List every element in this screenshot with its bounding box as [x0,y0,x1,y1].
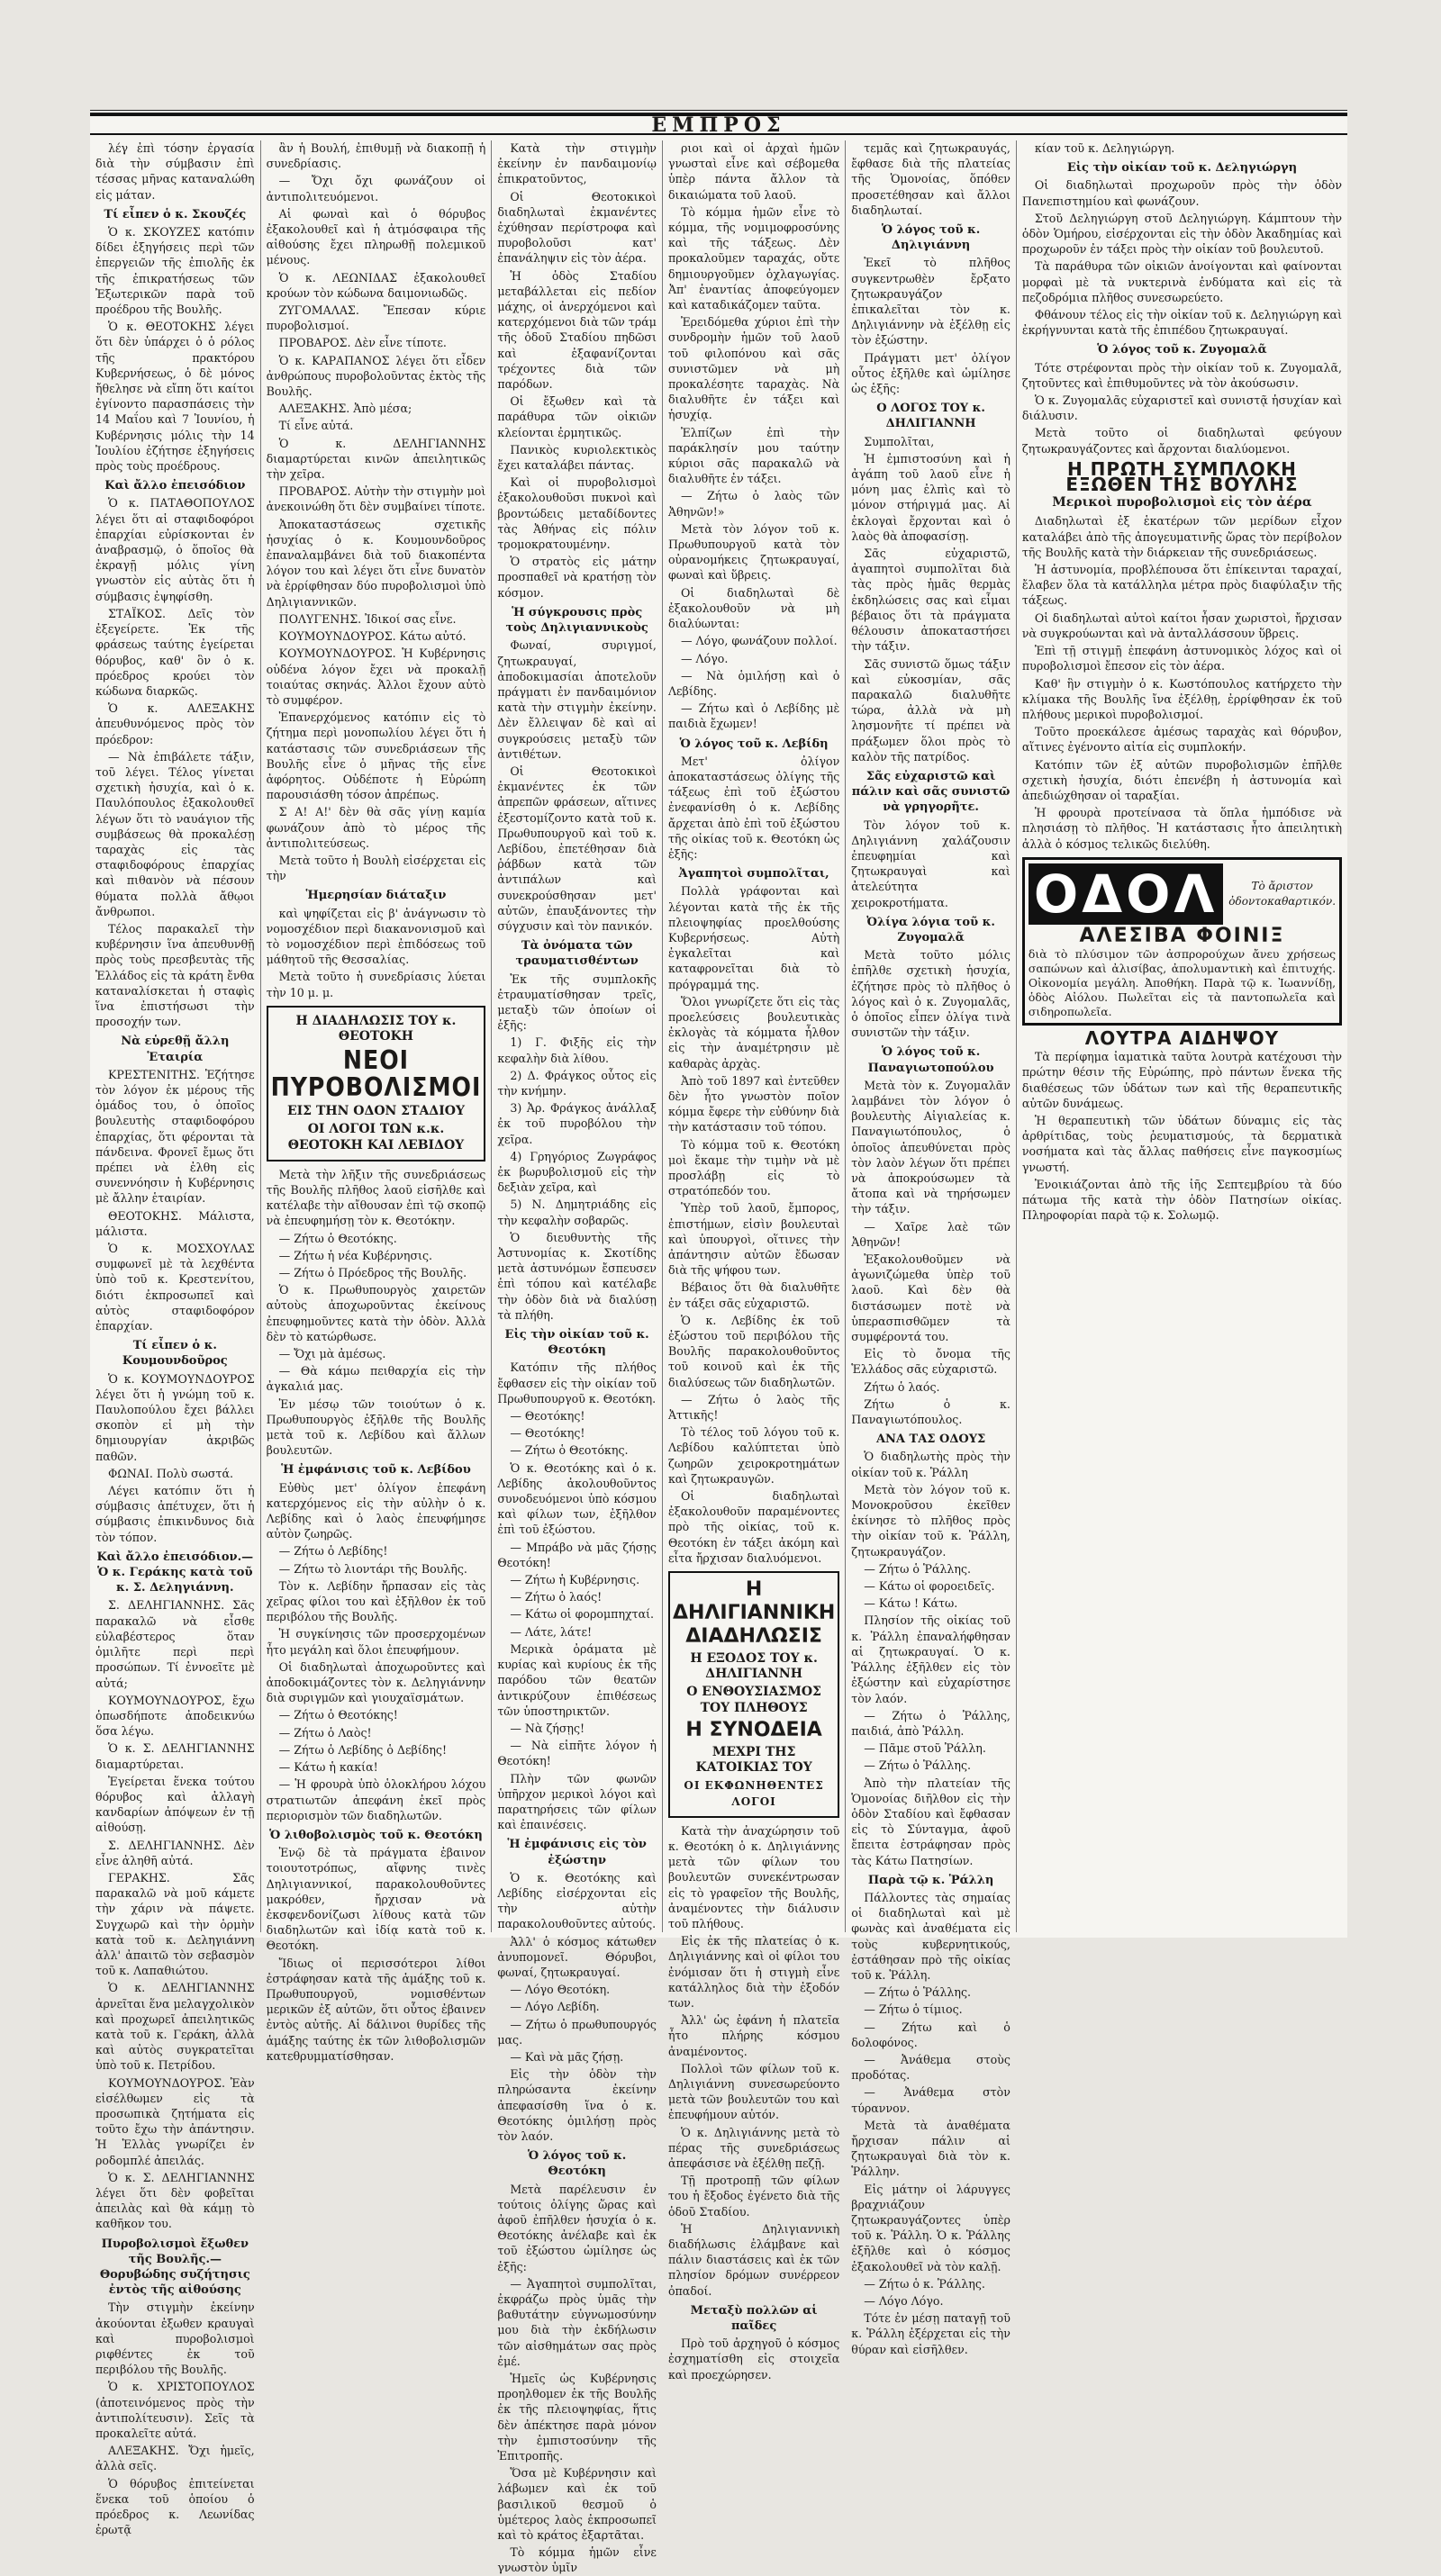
paragraph: Κατὰ τὴν στιγμὴν ἐκείνην ἐν πανδαιμονίῳ ἐπικρατοῦντος, [497,141,657,186]
paragraph: Ὁ κ. Ζυγομαλᾶς εὐχαριστεῖ καὶ συνιστᾷ ἡσυχίαν καὶ διάλυσιν. [1021,393,1343,423]
column-5 [851,140,1017,2356]
paragraph: λέγ ἐπὶ τόσην ἐργασία διὰ τὴν σύμβασιν ἐπὶ τέσσας μῆνας καταναλώθη εἰς μάταν. [95,141,255,202]
paragraph: Ὁ κ. ΠΑΤΑΘΟΠΟΥΛΟΣ λέγει ὅτι αἱ σταφιδοφόροι ἐπαρχίαι εὐρίσκονται ἐν ἀναβρασμῷ, ὁ ὅποῖος θὰ ἐκραγῇ μόλις γίνη γνωστὸν εἰς αὐτὰς ὅτι ἡ σύμβασις ἐψηφίσθη. [95,496,255,603]
paragraph: Ἀπὸ τοῦ 1897 καὶ ἐντεῦθεν δὲν ἦτο γνωστὸν ποῖον κόμμα ἔφερε τὴν εὐθύνην διὰ τὴν κατάστασιν τοῦ τόπου. [667,1073,840,1134]
paragraph: Εἰς τὴν ὁδὸν τὴν πληρώσαντα ἐκείνην ἀπεφασίσθη ἵνα ὁ κ. Θεοτόκης ὁμιλήσῃ πρὸς τὸν λαόν. [497,2067,657,2143]
paragraph: — Ζήτω ὁ Θεοτόκης. [510,1443,629,1458]
ad-logo: ΟΔΟΛ [1029,863,1223,925]
section-headline: Η ΠΡΩΤΗ ΣΥΜΠΛΟΚΗ ΕΞΩΘΕΝ ΤΗΣ ΒΟΥΛΗΣ [1065,457,1299,496]
paragraph: Εἰς μάτην οἱ λάρυγγες βραχνιάζουν ζητωκραυγάζοντες ὑπὲρ τοῦ κ. Ῥάλλη. Ὁ κ. Ῥάλλης ἐξῆλθε καὶ ὁ κόσμος ἐξακολουθεῖ νὰ τὸν καλῇ. [851,2182,1011,2273]
subheading: Ἀγαπητοὶ συμπολῖται, [678,867,829,881]
paragraph: — Ζήτω ὁ Λεβίδης! [278,1544,388,1559]
paragraph: — Κάτω οἱ φορομπηχταί. [510,1607,655,1622]
paragraph: — Ζήτω ὁ Λεβίδης ὁ Δεβίδης! [278,1742,448,1757]
paragraph: — Λάτε, λάτε! [510,1624,593,1639]
subheading: Ἡμερησίαν διάταξιν [305,889,447,903]
paragraph: Ὁ θόρυβος ἐπιτείνεται ἕνεκα τοῦ ὁποίου ὁ πρόεδρος κ. Λεωνίδας ἐρωτᾷ [95,2476,255,2537]
paragraph: Ἐκ τῆς συμπλοκῆς ἐτραυματίσθησαν τρεῖς, μεταξὺ τῶν ὁποίων οἱ ἑξῆς: [497,972,657,1033]
paragraph: Μετὰ τοῦτο ἡ συνεδρίασις λύεται τὴν 10 μ. μ. [266,970,486,999]
paragraph: Αἱ φωναὶ καὶ ὁ θόρυβος ἐξακολουθεῖ καὶ ἡ ἀτμόσφαιρα τῆς αἰθούσης ἔχει πληρωθῇ πολεμικοῦ μένους. [266,206,486,267]
paragraph: Σ. ΔΕΛΗΓΙΑΝΝΗΣ. Σᾶς παρακαλῶ νὰ εἶσθε εὐλαβέστερος ὅταν ὁμιλῆτε περὶ περὶ προσώπων. Τί ἐννοεῖτε μὲ αὐτά; [95,1598,255,1690]
paragraph: Τὸ τέλος τοῦ λόγου τοῦ κ. Λεβίδου καλύπτεται ὑπὸ ζωηρῶν χειροκροτημάτων καὶ ζητωκραυγῶν. [667,1425,840,1486]
paragraph: — Ζήτω ἡ νέα Κυβέρνησις. [278,1248,433,1262]
subheading: Καὶ ἄλλο ἐπεισόδιον [104,479,246,493]
paragraph: — Κάτω ! Κάτω. [864,1596,958,1611]
paragraph: — Ζήτω τὸ λιοντάρι τῆς Βουλῆς. [278,1561,467,1576]
paragraph: Ὁ κ. ΧΡΙΣΤΟΠΟΥΛΟΣ (ἀποτεινόμενος πρὸς τὴν ἀντιπολίτευσιν). Σεῖς τὰ προκαλεῖτε αὐτά. [95,2380,255,2441]
paragraph: Μετ' ὀλίγον ἀποκαταστάσεως ὀλίγης τῆς τάξεως ἐπὶ τοῦ ἐξώστου ἐνεφανίσθη ὁ κ. Λεβίδης ἄρχεται ἀπὸ ἐπὶ τοῦ ἐξώστου τῆς οἰκίας τοῦ κ. Θεοτόκη ὡς ἑξῆς: [667,754,840,861]
paragraph: — Ζήτω ὁ πρωθυπουργός μας. [497,2017,657,2047]
paragraph: Στοῦ Δεληγιώργη στοῦ Δεληγιώργη. Κάμπτουν τὴν ὁδὸν Ὁμήρου, εἰσέρχονται εἰς τὴν ὁδὸν Ἀκαδημίας καὶ προχωροῦν ἐν τάξει πρὸς τὴν οἰκίαν τοῦ βουλευτοῦ. [1021,211,1343,257]
headline-line: ΟΙ ΛΟΓΟΙ ΤΩΝ κ.κ. ΘΕΟΤΟΚΗ ΚΑΙ ΛΕΒΙΔΟΥ [287,1122,465,1152]
paragraph: Ἐρειδόμεθα χύριοι ἐπὶ τὴν συνδρομὴν ἡμῶν τοῦ λαοῦ τοῦ φιλοπόνου καὶ σᾶς συνιστῶμεν νὰ μὴ προκαλέσητε ταραχὰς. Νὰ διαλυθῆτε ἐν τάξει καὶ ἡσυχίᾳ. [667,315,840,422]
paragraph: 4) Γρηγόριος Ζωγράφος ἐκ βωρυβολισμοῦ εἰς τὴν δεξιὰν χεῖρα, καὶ [497,1149,657,1195]
paragraph: ΣΤΑΪΚΟΣ. Δεῖς τὸν ἐξεγείρετε. Ἐκ τῆς φράσεως ταύτης ἐγείρεται θόρυβος, καθ' ὃν ὁ κ. πρόεδρος κρούει τὸν κώδωνα διαρκῶς. [95,606,255,698]
paragraph: Σ. ΔΕΛΗΓΙΑΝΝΗΣ. Δὲν εἶνε ἀληθῆ αὐτά. [95,1838,255,1867]
paragraph: — Ζήτω ὁ Θεοτόκης! [278,1708,398,1722]
paragraph: Τῇ προτροπῇ τῶν φίλων του ἡ ἔξοδος ἐγένετο διὰ τῆς ὁδοῦ Σταδίου. [667,2174,840,2219]
paragraph: Ὑπὲρ τοῦ λαοῦ, ἔμπορος, ἐπιστήμων, εἰσὶν βουλευταὶ καὶ ὑπουργοὶ, οἵτινες τὴν ἀπάντησιν αὐτῶν ἔδωσαν διὰ τῆς ψήφου των. [667,1201,840,1278]
subheading: Νὰ εὑρεθῇ ἄλλη Ἑταιρία [121,1035,230,1064]
paragraph: Ζήτω ὁ κ. Παναγιωτόπουλος. [851,1396,1011,1427]
paragraph: ΓΕΡΑΚΗΣ. Σᾶς παρακαλῶ νὰ μοῦ κάμετε τὴν χάριν νὰ πάψετε. Συγχωρῶ καὶ τὴν ὁρμὴν κατὰ τοῦ κ. Δεληγιάννη ἀλλ' ἀπαιτῶ τὸν σεβασμὸν τοῦ κ. Λαπαθιώτου. [95,1870,255,1978]
column-6 [1022,140,1342,1932]
paragraph: Ἐπὶ τῇ στιγμῇ ἐπεφάνη ἀστυνομικὸς λόχος καὶ οἱ πυροβολισμοὶ ἔπεσον εἰς τὸν ἀέρα. [1021,644,1343,673]
masthead [90,113,1347,135]
paragraph: Μετὰ τοῦτο μόλις ἐπῆλθε σχετικὴ ἡσυχία, ἐζήτησε πρὸς τὸ πλῆθος ὁ λόγος καὶ ὁ κ. Ζυγομαλᾶς, ὁ ὁποῖος εἶπεν ὀλίγα τινὰ συνιστῶν τὴν τάξιν. [851,948,1011,1040]
paragraph: — Ζήτω ὁ λαὸς τῶν Ἀθηνῶν!» [667,489,840,519]
column-1 [95,140,261,2537]
paragraph: Κατόπιν τῶν ἐξ αὐτῶν πυροβολισμῶν ἐπῆλθε σχετικὴ ἡσυχία, διότι ἐπενέβη ἡ ἀστυνομία καὶ ἀπεδιώχθησαν οἱ ταραξίαι. [1021,757,1343,802]
paragraph: Τὸν λόγον τοῦ κ. Δηλιγιάννη χαλάζουσιν ἐπευφημίαι καὶ ζητωκραυγαὶ καὶ ἀτελεύτητα χειροκροτήματα. [851,818,1011,909]
paragraph: ΚΟΥΜΟΥΝΔΟΥΡΟΣ. Κάτω αὐτό. [278,629,467,644]
paragraph: 3) Ἀρ. Φράγκος ἀνάλλαξ ἐκ τοῦ πυροβόλου τὴν χεῖρα. [497,1101,657,1146]
headline-line: Η ΣΥΝΟΔΕΙΑ [685,1718,822,1741]
paragraph: Τοῦτο προεκάλεσε ἀμέσως ταραχὰς καὶ θόρυβον, αἵτινες ἐγένοντο αἰτία εἰς συμπλοκήν. [1021,725,1343,755]
paragraph: — Ζήτω ὁ Ῥάλλης. [864,1561,972,1576]
paragraph: — Ζήτω ὁ Λαὸς! [278,1725,372,1740]
columns-container [95,140,1343,2575]
paragraph: Τὸ κόμμα ἡμῶν εἶνε τὸ κόμμα, τῆς νομιμοφροσύνης καὶ τῆς τάξεως. Δὲν προκαλοῦμεν ταραχάς, οὔτε δημιουργοῦμεν ὀχλαγωγίας. Ἀπ' ἐναντίας ἀποφεύγομεν καὶ καταδικάζομεν ταῦτα. [667,204,840,312]
paragraph: ΠΡΟΒΑΡΟΣ. Αὐτὴν τὴν στιγμὴν μοὶ ἀνεκοινώθη ὅτι δὲν συμβαίνει τίποτε. [266,484,486,514]
paragraph: Οἱ διαδηλωταὶ δὲ ἐξακολουθοῦν νὰ μὴ διαλύωνται: [667,585,840,631]
paragraph: Ἐν μέσῳ τῶν τοιούτων ὁ κ. Πρωθυπουργὸς ἐξῆλθε τῆς Βουλῆς μετὰ τοῦ κ. Λεβίδου καὶ ἄλλων βουλευτῶν. [266,1396,486,1458]
paragraph: Ἀλλ' ὁ κόσμος κάτωθεν ἀνυπομονεῖ. Θόρυβοι, φωναί, ζητωκραυγαί. [497,1934,657,1979]
paragraph: — Ζήτω ὁ Πρόεδρος τῆς Βουλῆς. [278,1266,467,1279]
paragraph: Εὐθὺς μετ' ὀλίγον ἐπεφάνη κατερχόμενος εἰς τὴν αὐλὴν ὁ κ. Λεβίδης καὶ ὁ λαὸς ἐπευφήμησε αὐτὸν ζωηρῶς. [266,1480,486,1541]
paragraph: — Νὰ ἐπιβάλετε τάξιν, τοῦ λέγει. Τέλος γίνεται σχετικὴ ἡσυχία, καὶ ὁ κ. Παυλόπουλος ἐξακολουθεῖ λέγων ὅτι τὸ ναυάγιον τῆς συμβάσεως θὰ προκαλέσῃ ταραχὰς εἰς τὰς σταφιδοφόρους ἐπαρχίας καὶ πιθανὸν νὰ πέσουν θύματα πολλὰ ἄθῳοι ἄνθρωποι. [95,749,255,918]
headline-line: Η ΕΞΟΔΟΣ ΤΟΥ κ. ΔΗΛΙΓΙΑΝΝΗ [690,1651,818,1682]
headline-line: Η ΔΙΑΔΗΛΩΣΙΣ ΤΟΥ κ. ΘΕΟΤΟΚΗ [295,1013,457,1044]
paragraph: Οἱ διαδηλωταὶ ἀποχωροῦντες καὶ ἀποδοκιμάζοντες τὸν κ. Δεληγιάννην διὰ συριγμῶν καὶ γιουχαϊσμάτων. [266,1659,486,1705]
paragraph: — Νὰ ζήσῃς! [510,1721,585,1735]
paragraph: Ζήτω ὁ λαός. [864,1379,940,1394]
paragraph: ΑΛΕΞΑΚΗΣ. Ἀπὸ μέσα; [278,402,412,416]
subheading: Παρὰ τῷ κ. Ῥάλλη [867,1873,994,1887]
paragraph: Φωναί, συριγμοί, ζητωκραυγαί, ἀποδοκιμασίαι ἀποτελοῦν πράγματι ἐν πανδαιμόνιον κατὰ τὴν στιγμὴν ἐκείνην. Δὲν ἔλλειψαν δὲ καὶ αἱ συγκρούσεις μεταξὺ τῶν ἀντιθέτων. [497,638,657,761]
paragraph: Πράγματι μετ' ὀλίγον οὗτος ἐξῆλθε καὶ ὡμίλησε ὡς ἑξῆς: [851,350,1011,396]
subheading: Τὰ ὀνόματα τῶν τραυματισθέντων [515,939,639,969]
paragraph: Ἡ Δηλιγιαννικὴ διαδήλωσις ἐλάμβανε καὶ πάλιν διαστάσεις καὶ ἐκ τῶν πλησίον δρόμων συνέρρεον ὀπαδοί. [667,2221,840,2298]
paragraph: ΚΟΥΜΟΥΝΔΟΥΡΟΣ. Ἡ Κυβέρνησις οὐδένα λόγον ἔχει νὰ προκαλῇ τοιαύτας σκηνάς. Ἀλλοι ἔχουν αὐτὸ τὸ συμφέρον. [266,646,486,707]
subheading: Ο ΛΟΓΟΣ ΤΟΥ κ. ΔΗΛΙΓΙΑΝΝΗ [876,402,985,431]
headline-line: ΜΕΧΡΙ ΤΗΣ ΚΑΤΟΙΚΙΑΣ ΤΟΥ [695,1744,812,1776]
paragraph: Βέβαιος ὅτι θὰ διαλυθῆτε ἐν τάξει σᾶς εὐχαριστῶ. [667,1280,840,1310]
paragraph: Σ Α! Α!' δὲν θὰ σᾶς γίνῃ καμία φωνάζουν ἀπὸ τὸ μέρος τῆς ἀντιπολιτεύσεως. [266,805,486,850]
paragraph: — Ἀνάθεμα στὸν τύραννον. [851,2085,1011,2115]
column-4 [667,140,846,2382]
paragraph: Μερικὰ ὀράματα μὲ κυρίας καὶ κυρίους ἐκ τῆς παρόδου τῶν θεατῶν ἀντικρύζουν ἐπιθέσεως τῶν ὑποστηρικτῶν. [497,1641,657,1718]
paragraph: — Χαῖρε λαὲ τῶν Ἀθηνῶν! [851,1219,1011,1249]
ad-brand: ΑΛΕΣΙΒΑ ΦΟΙΝΙΞ [1079,924,1285,947]
advertisement [1022,857,1342,1026]
paragraph: Εἰς τὸ ὄνομα τῆς Ἑλλάδος σᾶς εὐχαριστῶ. [851,1347,1011,1377]
paragraph: Ὁ κ. ΜΟΣΧΟΥΛΑΣ συμφωνεῖ μὲ τὰ λεχθέντα ὑπὸ τοῦ κ. Κρεστενίτου, διότι ἐκπροσωπεῖ καὶ αὐτὸς σταφιδοφόρον ἐπαρχίαν. [95,1242,255,1333]
paragraph: — Ζήτω ὁ λαός! [510,1590,603,1604]
paragraph: Ἡ ἀστυνομία, προβλέπουσα ὅτι ἐπίκεινται ταραχαί, ἔλαβεν ὅλα τὰ κατάλληλα μέτρα πρὸς διαφύλαξιν τῆς τάξεως. [1021,563,1343,608]
paragraph: — Λόγο. [680,651,729,665]
section-headline: ΛΟΥΤΡΑ ΑΙΔΗΨΟΥ [1084,1026,1280,1049]
subheading: Πυροβολισμοὶ ἔξωθεν τῆς Βουλῆς.— Θορυβώδης συζήτησις ἐντὸς τῆς αἰθούσης [99,2237,250,2298]
paragraph: — Κάτω ἡ κακία! [278,1760,378,1775]
paragraph: Οἱ διαδηλωταὶ ἐξακολουθοῦν παραμένοντες πρὸ τῆς οἰκίας, τοῦ κ. Θεοτόκη ἐν τάξει ἀκόμη καὶ εἶτα ἤρχισαν διαλυόμενοι. [667,1489,840,1565]
paragraph: Μετὰ τοῦτο οἱ διαδηλωταὶ φεύγουν ζητωκραυγάζοντες καὶ ἄρχονται διαλύομενοι. [1021,426,1343,456]
paragraph: Οἱ διαδηλωταὶ προχωροῦν πρὸς τὴν ὁδὸν Πανεπιστημίου καὶ φωνάζουν. [1021,178,1343,208]
subheading: Τί εἶπεν ὁ κ. Κουμουνδοῦρος [122,1339,228,1369]
paragraph: — Νὰ εἰπῆτε λόγον ἡ Θεοτόκη! [497,1739,657,1768]
paragraph: Ὁ κ. ΔΕΛΗΓΙΑΝΝΗΣ διαμαρτύρεται κινῶν ἀπειλητικῶς τὴν χεῖρα. [266,436,486,482]
paragraph: Τὸ κόμμα τοῦ κ. Θεοτόκη μοὶ ἔκαμε τὴν τιμὴν νὰ μὲ προσλάβῃ εἰς τὸ στρατόπεδόν του. [667,1137,840,1198]
paragraph: Ὁ στρατὸς εἰς μάτην προσπαθεῖ νὰ κρατήσῃ τὸν κόσμον. [497,555,657,600]
paragraph: Ὁ κ. Σ. ΔΕΛΗΓΙΑΝΝΗΣ λέγει ὅτι δὲν φοβεῖται ἀπειλὰς καὶ θὰ κάμῃ τὸ καθῆκον του. [95,2170,255,2231]
paragraph: Καθ' ἣν στιγμὴν ὁ κ. Κωστόπουλος κατήρχετο τὴν κλίμακα τῆς Βουλῆς ἴνα ἐξέλθῃ, ἐρρίφθησαν ἐκ τοῦ πλήθους μερικοὶ πυροβολισμοί. [1021,676,1343,721]
paragraph: Πρὸ τοῦ ἀρχηγοῦ ὁ κόσμος ἐσχηματίσθη εἰς στοιχεῖα καὶ προεχώρησεν. [667,2336,840,2382]
paragraph: Ἡ συγκίνησις τῶν προσερχομένων ἦτο μεγάλη καὶ ὅλοι ἐπευφήμουν. [266,1627,486,1657]
subheading: Ὁ λόγος τοῦ κ. Θεοτόκη [527,2149,627,2179]
paragraph: ΚΟΥΜΟΥΝΔΟΥΡΟΣ, ἔχω ὁπωσδήποτε ἀποδεικνύω ὅσα λέγω. [95,1693,255,1739]
paragraph: Ἐνῷ δὲ τὰ πράγματα ἐβαινον τοιουτοτρόπως, αἴφνης τινὲς Δηλιγιαννικοί, παρακολουθοῦντες μακρόθεν, ἤρχισαν νὰ ἐκσφενδονίζωσι λίθους κατὰ τῶν διαδηλωτῶν καὶ ἰδίᾳ κατὰ τοῦ κ. Θεοτόκη. [266,1846,486,1953]
paragraph: Ὁ διευθυντὴς τῆς Ἀστυνομίας κ. Σκοτίδης μετὰ ἀστυνόμων ἔσπευσεν ἐπὶ τόπου καὶ κατέλαβε τὴν ὁδὸν διὰ νὰ διαλύσῃ τὰ πλήθη. [497,1230,657,1322]
paragraph: — Ζήτω ὁ κ. Ῥάλλης. [864,2276,985,2291]
paragraph: ριοι καὶ οἱ ἀρχαὶ ἡμῶν γνωσταὶ εἶνε καὶ σέβομεθα ὑπὲρ πάντα ἄλλον τὰ δικαιώματα τοῦ λαοῦ. [667,141,840,202]
paragraph: — Ζήτω ὁ Ῥάλλης. [864,1985,972,2000]
paragraph: — Ὄχι ὄχι φωνάζουν οἱ ἀντιπολιτευόμενοι. [266,174,486,203]
paragraph: Ὅλοι γνωρίζετε ὅτι εἰς τὰς προελεύσεις βουλευτικὰς ἐκλογὰς τὰ κόμματα ἦλθον εἰς τὴν ἀναμέτρησιν μὲ καθαρὰς ἀρχὰς. [667,994,840,1071]
paragraph: Τότε στρέφονται πρὸς τὴν οἰκίαν τοῦ κ. Ζυγομαλᾶ, ζητοῦντες καὶ ἐπιθυμοῦντες νὰ τὸν ἀκούσωσιν. [1021,360,1343,390]
paragraph: Ὁ κ. ΑΛΕΞΑΚΗΣ ἀπευθυνόμενος πρὸς τὸν πρόεδρον: [95,701,255,746]
paragraph: τεμᾶς καὶ ζητωκραυγάς, ἔφθασε διὰ τῆς πλατείας τῆς Ὁμονοίας, ὅπόθεν προσετέθησαν καὶ ἄλλοι διαδηλωταί. [851,141,1011,217]
paragraph: Πάλλοντες τὰς σημαίας οἱ διαδηλωταὶ καὶ μὲ φωνὰς καὶ ἀναθέματα εἰς τοὺς κυβερνητικούς, ἐστάθησαν πρὸ τῆς οἰκίας τοῦ κ. Ῥάλλη. [851,1890,1011,1982]
paragraph: Σᾶς συνιστῶ ὅμως τάξιν καὶ εὐκοσμίαν, σᾶς παρακαλῶ διαλυθῆτε τώρα, ἀλλὰ νὰ μὴ λησμονῆτε τί πρέπει νὰ πράξωμεν ὅλοι πρὸς τὸ καλὸν τῆς πατρίδος. [851,656,1011,764]
paragraph: — Ζήτω ὁ λαὸς τῆς Ἀττικῆς! [667,1392,840,1423]
headline-line: ΕΙΣ ΤΗΝ ΟΔΟΝ ΣΤΑΔΙΟΥ [286,1104,465,1119]
subheading: Εἰς τὴν οἰκίαν τοῦ κ. Δεληγιώργη [1066,161,1298,176]
paragraph: Τέλος παρακαλεῖ τὴν κυβέρνησιν ἵνα ἀπευθυνθῇ πρὸς τοὺς πρεσβευτὰς τῆς Ἑλλάδος εἰς τὰ κράτη ἔνθα καταναλίσκεται ἡ σταφὶς ἵνα ἐπιστήσωσι τὴν προσοχήν των. [95,921,255,1029]
paragraph: ΠΟΛΥΓΕΝΗΣ. Ἰδικοί σας εἶνε. [278,611,457,626]
paragraph: Ἐκεῖ τὸ πλῆθος συγκεντρωθὲν ἔρξατο ζητωκραυγάζον ἐπικαλεῖται τὸν κ. Δηλιγιάννην νὰ ἐξέλθῃ εἰς τὸν ἐξώστην. [851,256,1011,348]
paragraph: — Νὰ ὁμιλήσῃ καὶ ὁ Λεβίδης. [667,668,840,698]
paragraph: — Ζήτω καὶ ὁ δολοφόνος. [851,2020,1011,2049]
paragraph: Μετὰ τοῦτο ἡ Βουλὴ εἰσέρχεται εἰς τὴν [266,853,486,883]
subheading: Ὁ λόγος τοῦ κ. Δηλιγιάννη [881,223,981,253]
paragraph: — Ζήτω ὁ Θεοτόκης. [278,1231,397,1245]
paragraph: Μετὰ τὰ ἀναθέματα ἤρχισαν πάλιν αἱ ζητωκραυγαὶ διὰ τὸν κ. Ῥάλλην. [851,2118,1011,2179]
section-subtitle: Μερικοὶ πυροβολισμοὶ εἰς τὸν ἀέρα [1052,495,1312,511]
subheading: Ὀλίγα λόγια τοῦ κ. Ζυγομαλᾶ [866,915,995,945]
paragraph: Πλησίον τῆς οἰκίας τοῦ κ. Ῥάλλη ἐπαναλήφθησαν αἱ ζητωκραυγαί. Ὁ κ. Ῥάλλης ἐξῆλθεν εἰς τὸν ἐξώστην καὶ εὐχαρίστησε τὸν λαόν. [851,1613,1011,1705]
paragraph: Τὰ παράθυρα τῶν οἰκιῶν ἀνοίγονται καὶ φαίνονται μορφαὶ μὲ τὰ νυκτερινὰ ἐνδύματα καὶ εἰς τὰ πεζοδρόμια πλῆθος συνεσωρεύετο. [1021,259,1343,304]
paragraph: 2) Δ. Φράγκος οὗτος εἰς τὴν κνήμην. [497,1068,657,1098]
paragraph: Οἱ διαδηλωταὶ αὐτοὶ καίτοι ἦσαν χωριστοὶ, ἤρχισαν νὰ συγκρούωνται καὶ νὰ ἀνταλλάσσουν ὕβρεις. [1021,610,1343,640]
paragraph: ΑΛΕΞΑΚΗΣ. Ὄχι ἡμεῖς, ἀλλὰ σεῖς. [95,2444,255,2473]
paragraph: ΖΥΓΟΜΑΛΑΣ. Ἔπεσαν κύριε πυροβολισμοί. [266,303,486,333]
subheading: Μεταξὺ πολλῶν αἱ παῖδες [690,2303,818,2333]
paragraph: Ὁ κ. Δηλιγιάννης μετὰ τὸ πέρας τῆς συνεδριάσεως ἀπεφάσισε νὰ ἐξέλθῃ πεζῇ. [667,2125,840,2170]
paragraph: Ἡ φρουρὰ προτείνασα τὰ ὅπλα ἠμπόδισε νὰ πλησιάσῃ τὸ πλῆθος. Ἡ κατάστασις ἦτο ἀπειλητικὴ ἀλλὰ ὁ κόσμος τελικῶς διελύθη. [1021,806,1343,851]
paragraph: Τὴν στιγμὴν ἐκείνην ἀκούονται ἐξωθεν κραυγαὶ καὶ πυροβολισμοὶ ριφθέντες ἐκ τοῦ περιβόλου τῆς Βουλῆς. [95,2300,255,2377]
paragraph: Φθάνουν τέλος εἰς τὴν οἰκίαν τοῦ κ. Δεληγιώργη καὶ ἐκρήγνυνται κατὰ τῆς ἐπιπέδου ζητωκραυγαί. [1021,308,1343,338]
paragraph: Ὅσα μὲ Κυβέρνησιν καὶ λάβωμεν καὶ ἐκ τοῦ βασιλικοῦ θεσμοῦ ὁ ὑμέτερος λαὸς ἐκπροσωπεῖ καὶ τὸ κράτος ἐξαρτᾶται. [497,2466,657,2543]
paragraph: Μετὰ τὴν λῆξιν τῆς συνεδριάσεως τῆς Βουλῆς πλῆθος λαοῦ εἰσῆλθε καὶ κατέλαβε τὴν αἴθουσαν ἐπὶ τῷ σκοπῷ νὰ ἐπευφημήσῃ τὸν κ. Θεοτόκην. [266,1167,486,1228]
paragraph: Ὁ κ. Σ. ΔΕΛΗΓΙΑΝΝΗΣ διαμαρτύρεται. [95,1741,255,1771]
paragraph: — Ἀνάθεμα στοὺς προδότας. [851,2052,1011,2083]
newspaper-page [90,110,1347,2575]
headline-line: ΟΙ ΕΚΦΩΝΗΘΕΝΤΕΣ ΛΟΓΟΙ [684,1779,824,1808]
paragraph: ΚΟΥΜΟΥΝΔΟΥΡΟΣ. Ἐὰν εἰσέλθωμεν εἰς τὰ προσωπικὰ ζητήματα εἰς τοῦτο ἔχω τὴν ἀπάντησιν. Ἡ Ἑλλὰς γνωρίζει ἐν ροδομπλέ ἀπειλάς. [95,2075,255,2167]
paragraph: Λέγει κατόπιν ὅτι ἡ σύμβασις ἀπέτυχεν, ὅτι ἡ σύμβασις ἐπικινδυνος διὰ τὸν τόπον. [95,1484,255,1544]
paragraph: — Ζήτω ἡ Κυβέρνησις. [510,1573,640,1587]
paragraph: Ἐξακολουθοῦμεν νὰ ἀγωνιζώμεθα ὑπὲρ τοῦ λαοῦ. Καὶ δὲν θὰ διστάσωμεν ποτὲ νὰ ὑπερασπισθῶμεν τὰ συμφέροντά του. [851,1252,1011,1344]
paragraph: καὶ ψηφίζεται εἰς β' ἀνάγνωσιν τὸ νομοσχέδιον περὶ διακανονισμοῦ καὶ τὸ νομοσχέδιον περὶ ἐπιδόσεως τοῦ μάθητοῦ τῆς Θεσσαλίας. [266,906,486,967]
paragraph: — Λόγο, φωνάζουν πολλοί. [680,634,838,648]
paragraph: Συμπολῖται, [864,434,935,448]
paragraph: — Ζήτω ὁ Ῥάλλης, παιδιά, ἀπὸ Ῥάλλη. [851,1708,1011,1738]
paragraph: Οἱ Θεοτοκικοὶ διαδηλωταὶ ἐκμανέντες ἐχύθησαν περίστροφα καὶ πυροβολοῦσι κατ' ἐπανάληψιν εἰς τὸν ἀέρα. [497,189,657,266]
paragraph: — Λόγο Λεβίδη. [510,2000,600,2014]
paragraph: Ὁ κ. ΘΕΟΤΟΚΗΣ λέγει ὅτι δὲν ὑπάρχει ὁ ὁ ρόλος τῆς πρακτόρου Κυβερνήσεως, ὁ δὲ μόνος ἤθελησε νὰ εἴπη ὅτι καίτοι ἐγίνοντο παρασπάσεις τὴν 14 Μαΐου καὶ 7 Ἰουνίου, ἡ Κυβέρνησις μόλις τὴν 14 Ἰουλίου ἐζήτησε ἐξηγήσεις πρὸς τοὺς προέδρους. [95,320,255,474]
paragraph: — Μπράβο νὰ μᾶς ζήσῃς Θεοτόκη! [497,1540,657,1569]
subheading: Ἡ σύγκρουσις πρὸς τοὺς Δηλιγιαννικοὺς [505,605,648,636]
paragraph: 5) Ν. Δημητριάδης εἰς τὴν κεφαλὴν σοβαρῶς. [497,1198,657,1227]
ad-text: διὰ τὸ πλύσιμον τῶν ἀσπρορούχων ἄνευ χρήσεως σαπώνων καὶ ἀλισίβας, ἀπολυμαντικὴ καὶ ἐπιτυχής. Οἰκονομία μεγάλη. Ἀποθήκη. Παρὰ τῷ κ. Ἰωαννίδῃ, ὁδὸς Αἰόλου. Πωλεῖται εἰς τὰ παντοπωλεῖα καὶ σιδηροπωλεῖα. [1028,946,1337,1018]
headline-box [267,1006,486,1161]
paragraph: — Ἡ φρουρὰ ὑπὸ ὁλοκλήρου λόχου στρατιωτῶν ἀπεφάνη ἐκεῖ πρὸς περιορισμὸν τῶν διαδηλωτῶν. [266,1777,486,1822]
subheading: Καὶ ἄλλο ἐπεισόδιον.— Ὁ κ. Γεράκης κατὰ τοῦ κ. Σ. Δεληγιάννη. [96,1550,254,1595]
paragraph: Ὁ κ. Θεοτόκης καὶ ὁ κ. Λεβίδης ἀκολουθοῦντος συνοδευόμενοι ὑπὸ κόσμου καὶ φίλων των, ἐξῆλθον ἐπὶ τοῦ ἐξώστου. [497,1460,657,1537]
subheading: Ὁ λόγος τοῦ κ. Λεβίδη [679,737,829,751]
paragraph: Ὁ κ. ΚΟΥΜΟΥΝΔΟΥΡΟΣ λέγει ὅτι ἡ γνώμη τοῦ κ. Παυλοπούλου ἔχει βάλλει σκοπὸν εἰ μὴ τὴν δημιουργίαν ἀκριβῶς παθῶν. [95,1371,255,1463]
subheading: Ὁ λιθοβολισμὸς τοῦ κ. Θεοτόκη [269,1828,483,1842]
subheading: Ἡ ἐμφάνισις εἰς τὸν ἐξώστην [507,1838,647,1867]
paragraph: Ἀλλ' ὡς ἐφάνη ἡ πλατεῖα ἦτο πλήρης κόσμου ἀναμένοντος. [667,2013,840,2058]
paragraph: Ἡ θεραπευτικὴ τῶν ὑδάτων δύναμις εἰς τὰς ἀρθρίτιδας, τοὺς ῥευματισμούς, τὰ δερματικὰ νοσήματα καὶ τὰς ἄλλας παθήσεις εἶνε παγκοσμίως γνωστή. [1021,1113,1343,1174]
paragraph: — Κάτω οἱ φοροειδεῖς. [864,1579,995,1594]
paragraph: Ὁ διαδηλωτὴς πρὸς τὴν οἰκίαν τοῦ κ. Ῥάλλη [851,1450,1011,1479]
column-3 [497,140,663,2575]
paragraph: Ἡ ὁδὸς Σταδίου μεταβάλλεται εἰς πεδίον μάχης, οἱ ἀνερχόμενοι καὶ κατερχόμενοι διὰ τῶν τράμ τῆς ὁδοῦ Σταδίου πηδῶσι καὶ ἐξαφανίζονται τρέχοντες διὰ τῶν παρόδων. [497,268,657,392]
paragraph: Ἐγείρεται ἕνεκα τούτου θόρυβος καὶ ἀλλαγὴ κανδαρίων ἀπόψεων ἐν τῇ αἰθούσῃ. [95,1774,255,1835]
paragraph: Ὁ κ. Πρωθυπουργὸς χαιρετῶν αὐτοὺς ἀποχωροῦντας ἐκείνους ἐπευφημοῦντες κατὰ τὴν ὁδὸν. Ἀλλὰ δὲν τὸ κατώρθωσε. [266,1283,486,1343]
paragraph: ΚΡΕΣΤΕΝΙΤΗΣ. Ἐζήτησε τὸν λόγον ἐκ μέρους τῆς ὁμάδος του, ὁ ὁποῖος βουλευτὴς σταφιδοφόρου ἐπαρχίας, ὅτι φέρονται τὰ πάνδεινα. Φρονεῖ ἔμως ὅτι πρέπει νὰ ἐλθη εἰς συνεννόησιν ἡ Κυβέρνησις μὲ ἄλλην ἑταιρίαν. [95,1067,255,1206]
paragraph: Πολλὰ γράφονται καὶ λέγονται κατὰ τῆς ἐκ τῆς πλειοψηφίας προελθούσης Κυβερνήσεως. Αὐτὴ ἐγκαλεῖται καὶ καταφρονεῖται διὰ τὸ πρόγραμμά της. [667,884,840,991]
paragraph: — Θεοτόκης! [510,1426,585,1441]
paragraph: Μετὰ παρέλευσιν ἐν τούτοις ὀλίγης ὥρας καὶ ἀφοῦ ἐπῆλθεν ἡσυχία ὁ κ. Θεοτόκης ἀνέλαβε καὶ ἐκ τοῦ ἐξώστου ὡμίλησε ὡς ἑξῆς: [497,2182,657,2273]
paragraph: — Ζήτω καὶ ὁ Λεβίδης μὲ παιδιὰ ἔχωμεν! [667,701,840,731]
newspaper-title: ΕΜΠΡΟΣ [651,113,786,137]
paragraph: Μετὰ τὸν κ. Ζυγομαλᾶν λαμβάνει τὸν λόγον ὁ βουλευτὴς Αἰγιαλείας κ. Παναγιωτόπουλος, ὁ ὁποῖος ἀπευθύνεται πρὸς τὸν λαὸν λέγων ὅτι πρέπει νὰ ἀποκρούσωμεν τὰ ἄτοπα καὶ νὰ τηρήσωμεν τὴν τάξιν. [851,1078,1011,1216]
paragraph: Τὰ περίφημα ἰαματικὰ ταῦτα λουτρὰ κατέχουσι τὴν πρώτην θέσιν τῆς Εὐρώπης, πρὸ πάντων ἕνεκα τῆς διαθέσεως τῶν ὑδάτων των καὶ τῆς θεραπευτικῆς αὐτῶν δυνάμεως. [1021,1050,1343,1110]
paragraph: ἂν ἡ Βουλή, ἐπιθυμῇ νὰ διακοπῇ ἡ συνεδρίασις. [266,141,486,171]
paragraph: Ἡμεῖς ὡς Κυβέρνησις προηλθομεν ἐκ τῆς Βουλῆς ἐκ τῆς πλειοψηφίας, ἥτις δὲν ἀπέκτησε παρὰ μόνον τὴν ἐμπιστοσύνην τῆς Ἐπιτροπῆς. [497,2372,657,2463]
paragraph: Καὶ οἱ πυροβολισμοὶ ἐξακολουθοῦσι πυκνοὶ καὶ βροντώδεις μεταδίδοντες τὰς Ἀθήνας εἰς πόλιν τρομοκρατουμένην. [497,475,657,552]
paragraph: Ἀποκαταστάσεως σχετικῆς ἡσυχίας ὁ κ. Κουμουνδοῦρος ἐπαναλαμβάνει διὰ τοῦ διακοπέντα λόγον του καὶ λέγει ὅτι εἶνε δυνατὸν νὰ ἐρρίφθησαν δύο πυροβολισμοὶ ὑπὸ Δηλιγιαννικῶν. [266,517,486,609]
paragraph: Πλὴν τῶν φωνῶν ὑπῆρχον μερικοὶ λόγοι καὶ παρατηρήσεις τῶν φίλων καὶ ἐπαινέσεις. [497,1771,657,1832]
paragraph: Εἰς ἐκ τῆς πλατείας ὁ κ. Δηλιγιάννης καὶ οἱ φίλοι του ἐνόμισαν ὅτι ἡ στιγμὴ εἶνε κατάλληλος διὰ τὴν ἐξοδόν των. [667,1934,840,2010]
paragraph: Ὁ κ. ΔΕΛΗΓΙΑΝΝΗΣ ἀρνεῖται ἕνα μελαγχολικὸν καὶ προχωρεῖ ἀπειλητικῶς κατὰ τοῦ κ. Γεράκη, ἀλλὰ καὶ αὐτὸς συγκρατεῖται ὑπὸ τοῦ κ. Πετρίδου. [95,1981,255,2073]
paragraph: — Θὰ κάμω πειθαρχία εἰς τὴν ἀγκαλιά μας. [266,1364,486,1394]
subheading: Ὁ λόγος τοῦ κ. Ζυγομαλᾶ [1097,343,1267,357]
paragraph: Οἱ ἔξωθεν καὶ τὰ παράθυρα τῶν οἰκιῶν κλείονται ἐρμητικῶς. [497,394,657,439]
paragraph: Οἱ Θεοτοκικοὶ ἐκμανέντες ἐκ τῶν ἀπρεπῶν φράσεων, αἵτινες ἐξεστομίζοντο κατὰ τοῦ κ. Πρωθυπουργοῦ καὶ τοῦ κ. Λεβίδου, ἐπετέθησαν διὰ ῥάβδων κατὰ τῶν ἀντιπάλων καὶ συνεκρούσθησαν μετ' αὐτῶν, ἐπαυξάνοντες τὴν σύγχυσιν καὶ τὸν πανικόν. [497,764,657,933]
column-2 [266,140,493,2063]
paragraph: Ὁ κ. Λεβίδης ἐκ τοῦ ἐξώστου τοῦ περιβόλου τῆς Βουλῆς παρακολουθοῦντος τοῦ κοινοῦ καὶ ἐκ τῆς διαλύσεως τῶν διαδηλωτῶν. [667,1313,840,1389]
paragraph: — Ζήτω ὁ τίμιος. [864,2002,963,2017]
subheading: Σᾶς εὐχαριστῶ καὶ πάλιν καὶ σᾶς συνιστῶ νὰ γρηγορῆτε. [851,769,1011,815]
paragraph: Ἀπὸ τὴν πλατείαν τῆς Ὁμονοίας διῆλθον εἰς τὴν ὁδὸν Σταδίου καὶ ἔφθασαν εἰς τὸ Σύνταγμα, ἀφοῦ ἔπειτα ἐστράφησαν πρὸς τὰς Κάτω Πατησίων. [851,1776,1011,1867]
paragraph: 1) Γ. Φιξῆς εἰς τὴν κεφαλὴν διὰ λίθου. [497,1035,657,1065]
paragraph: Κατὰ τὴν ἀναχώρησιν τοῦ κ. Θεοτόκη ὁ κ. Δηλιγιάννης μετὰ τῶν φίλων του βουλευτῶν συνεκέντρωσαν εἰς τὸ γραφεῖον τῆς Βουλῆς, ἀναμένοντες τὴν διάλυσιν τοῦ πλήθους. [667,1823,840,1930]
paragraph: Τὸ κόμμα ἡμῶν εἶνε γνωστὸν ὑμῖν [497,2545,657,2575]
paragraph: Ὁ κ. ΛΕΩΝΙΔΑΣ ἐξακολουθεῖ κρούων τὸν κώδωνα δαιμονιωδῶς. [266,270,486,300]
paragraph: Ἐλπίζων ἐπὶ τὴν παράκλησίν μου ταύτην κύριοι σᾶς παρακαλῶ νὰ διαλυθῆτε ἐν τάξει. [667,425,840,486]
headline-line: Ο ΕΝΘΟΥΣΙΑΣΜΟΣ ΤΟΥ ΠΛΗΘΟΥΣ [686,1685,821,1715]
subheading: ΑΝΑ ΤΑΣ ΟΔΟΥΣ [875,1433,986,1447]
paragraph: Πολλοὶ τῶν φίλων τοῦ κ. Δηλιγιάννη συνεσωρεύοντο μετὰ τῶν βουλευτῶν του καὶ ἐπευφήμουν αὐτόν. [667,2061,840,2122]
paragraph: Διαδηλωταὶ ἐξ ἑκατέρων τῶν μερίδων εἶχον καταλάβει ἀπὸ τῆς ἀπογευματινῆς ὥρας τὸν περίβολον τῆς Βουλῆς κατὰ τὴν διάρκειαν τῆς συνεδριάσεως. [1021,514,1343,559]
paragraph: κίαν τοῦ κ. Δεληγιώργη. [1034,141,1175,155]
paragraph: Κατόπιν τῆς πλήθος ἔφθασεν εἰς τὴν οἰκίαν τοῦ Πρωθυπουργοῦ κ. Θεοτόκη. [497,1360,657,1406]
headline-box [668,1571,839,1818]
paragraph: Τὸν κ. Λεβίδην ἤρπασαν εἰς τὰς χεῖρας φίλοι του καὶ ἐξῆλθον ἐκ τοῦ περιβόλου τῆς Βουλῆς. [266,1578,486,1624]
paragraph: — Πᾶμε στοῦ Ῥάλλη. [864,1741,986,1756]
paragraph: — Ἀγαπητοὶ συμπολῖται, ἐκφράζω πρὸς ὑμᾶς τὴν βαθυτάτην εὐγνωμοσύνην μου διὰ τὴν ἐκδήλωσιν τῶν αἰσθημάτων σας πρὸς ἐμέ. [497,2276,657,2368]
subheading: Ὁ λόγος τοῦ κ. Παναγιωτοπούλου [867,1045,994,1075]
paragraph: Ἡ ἐμπιστοσύνη καὶ ἡ ἀγάπη τοῦ λαοῦ εἶνε ἡ μόνη μας ἐλπὶς καὶ τὸ μόνον στήριγμά μας. Αἱ ἐκλογαὶ ἔρχονται καὶ ὁ λαὸς θὰ ἀποφασίσῃ. [851,451,1011,543]
paragraph: — Ζήτω ὁ Ῥάλλης. [864,1758,972,1773]
paragraph: — Καὶ νὰ μᾶς ζήσῃ. [510,2049,624,2064]
paragraph: — Ὄχι μὰ ἀμέσως. [278,1347,386,1361]
paragraph: Ὁ κ. Θεοτόκης καὶ Λεβίδης εἰσέρχονται εἰς τὴν αὐτὴν παρακολουθοῦντες αὐτούς. [497,1870,657,1931]
subheading: Τί εἶπεν ὁ κ. Σκουζές [104,207,247,221]
ad-slogan: Τὸ ἄριστον ὀδοντοκαθαρτικόν. [1228,879,1337,908]
paragraph: ΦΩΝΑΙ. Πολὺ σωστά. [108,1466,234,1480]
headline-line: ΝΕΟΙ ΠΥΡΟΒΟΛΙΣΜΟΙ [270,1045,482,1103]
paragraph: — Λόγο Λόγο. [864,2294,944,2309]
paragraph: Ἐπανερχόμενος κατόπιν εἰς τὸ ζήτημα περὶ μονοπωλίου λέγει ὅτι ἡ κατάστασις τῶν συνεδριάσεων τῆς Βουλῆς εἶνε ὁ μῆνας τῆς εἶνε ἀφόρητος. Οὐδέποτε ἡ Εὐρώπη παρουσιάσθη τόσον ἀπρέπως. [266,710,486,802]
paragraph: Ὁ κ. ΣΚΟΥΖΕΣ κατόπιν δίδει ἐξηγήσεις περὶ τῶν ἐπεργειῶν τῆς ἐπιολῆς ἐκ τῆς ἐπικρατήσεως τῶν Ἐξωτερικῶν παρὰ τοῦ προέδρου τῆς Βουλῆς. [95,225,255,317]
subheading: Εἰς τὴν οἰκίαν τοῦ κ. Θεοτόκη [504,1328,649,1358]
headline-line: Η ΔΗΛΙΓΙΑΝΝΙΚΗ ΔΙΑΔΗΛΩΣΙΣ [672,1578,836,1649]
paragraph: Ἴδιως οἱ περισσότεροι λίθοι ἐστράφησαν κατὰ τῆς ἁμάξης τοῦ κ. Πρωθυπουργοῦ, νομισθέντων μερικῶν ἐξ αὐτῶν, ὅτι οὗτος ἐβαινεν ἐντὸς αὐτῆς. Αἱ δάλινοι θυρίδες τῆς ἁμάξης ταύτης ἐκ τῶν λιθοβολισμῶν κατεθρυμματίσθησαν. [266,1956,486,2063]
paragraph: — Λόγο Θεοτόκη. [510,1983,611,1997]
paragraph: Ὁ κ. ΚΑΡΑΠΑΝΟΣ λέγει ὅτι εἶδεν ἀνθρώπους πυροβολοῦντας ἐκτὸς τῆς Βουλῆς. [266,353,486,399]
paragraph: Σᾶς εὐχαριστῶ, ἀγαπητοὶ συμπολῖται διὰ τὰς πρὸς ἡμᾶς θερμὰς ἐκδηλώσεις σας καὶ εἶμαι βέβαιος ὅτι τὰ πράγματα θέλουσιν ἀποκαταστήσει τὴν τάξιν. [851,547,1011,654]
paragraph: ΠΡΟΒΑΡΟΣ. Δὲν εἶνε τίποτε. [278,336,447,350]
subheading: Ἡ ἐμφάνισις τοῦ κ. Λεβίδου [281,1463,471,1478]
paragraph: Πανικὸς κυριολεκτικὸς ἔχει καταλάβει πάντας. [497,442,657,473]
paragraph: Ἐνοικιάζονται ἀπὸ τῆς ἰῆς Σεπτεμβρίου τὰ δύο πάτωμα τῆς κατὰ τὴν ὁδὸν Πατησίων οἰκίας. Πληροφορίαι παρὰ τῷ κ. Σολωμῷ. [1021,1177,1343,1223]
paragraph: Τί εἶνε αὐτά. [278,419,354,433]
paragraph: ΘΕΟΤΟΚΗΣ. Μάλιστα, μάλιστα. [95,1208,255,1238]
paragraph: Μετὰ τὸν λόγον τοῦ κ. Πρωθυπουργοῦ κατὰ τὸν οὐρανομήκεις ζητωκραυγαί, φωναὶ καὶ ὕβρεις. [667,521,840,583]
paragraph: Τότε ἐν μέσῃ παταγῇ τοῦ κ. Ῥάλλη ἐξέρχεται εἰς τὴν θύραν καὶ εἰσῆλθεν. [851,2311,1011,2356]
paragraph: Μετὰ τὸν λόγον τοῦ κ. Μονοκροῦσου ἐκεῖθεν ἐκίνησε τὸ πλῆθος πρὸς τὴν οἰκίαν τοῦ κ. Ῥάλλη, ζητωκραυγάζον. [851,1482,1011,1559]
paragraph: — Θεοτόκης! [510,1409,585,1424]
